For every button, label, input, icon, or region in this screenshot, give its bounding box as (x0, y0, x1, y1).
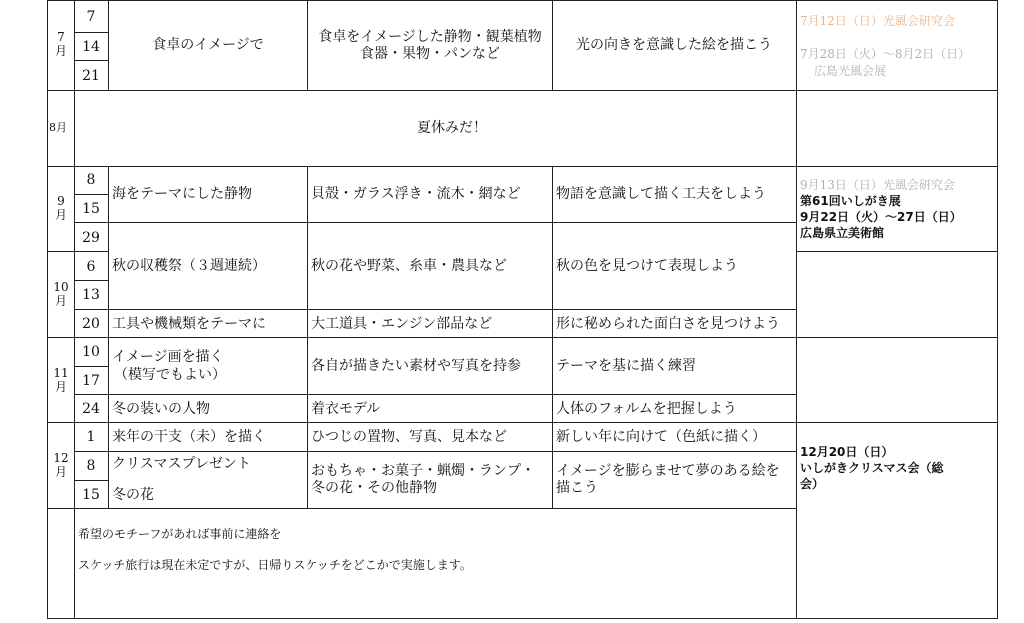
event-text: いしがきクリスマス会（総 (800, 461, 944, 475)
grid-line (74, 480, 108, 481)
grid-line (47, 90, 998, 91)
day-number: 21 (82, 68, 100, 84)
month-label-august: 8月 (49, 121, 67, 134)
theme-cell: （模写でもよい） (114, 367, 226, 383)
grid-line (74, 366, 108, 367)
month-label-november: 11 月 (53, 366, 69, 394)
event-text: 広島光風会展 (814, 64, 887, 78)
grid-line (74, 32, 108, 33)
day-number: 15 (82, 201, 100, 217)
motif-cell: 大工道具・エンジン部品など (311, 316, 493, 332)
day-number: 15 (82, 487, 100, 503)
grid-line (47, 0, 48, 619)
grid-line (47, 0, 998, 1)
event-text: 7月28日（火）～8月2日（日） (800, 47, 971, 61)
goal-cell: 物語を意識して描く工夫をしよう (556, 186, 766, 202)
theme-cell: 冬の装いの人物 (112, 401, 210, 417)
motif-cell: 食卓をイメージした静物・観葉植物 (318, 29, 542, 45)
day-number: 20 (82, 316, 100, 332)
theme-cell: クリスマスプレゼント (112, 456, 251, 472)
goal-cell: イメージを膨らませて夢のある絵を (556, 463, 780, 479)
theme-cell: 海をテーマにした静物 (112, 186, 252, 202)
summer-break-note: 夏休みだ！ (417, 120, 487, 136)
theme-cell: 工具や機械類をテーマに (112, 316, 266, 332)
event-text: 第61回いしがき展 (800, 194, 901, 208)
grid-line (74, 222, 797, 223)
month-label-july: 7 月 (54, 30, 67, 58)
motif-cell: 食器・果物・パンなど (360, 46, 500, 62)
grid-line (74, 394, 797, 395)
grid-line (74, 194, 108, 195)
grid-line (74, 309, 797, 310)
day-number: 29 (82, 230, 100, 246)
motif-cell: 着衣モデル (311, 401, 381, 417)
grid-line (47, 508, 797, 509)
goal-cell: 光の向きを意識した絵を描こう (576, 37, 772, 53)
event-text: 9月22日（火）～27日（日） (800, 210, 962, 224)
theme-cell: 来年の干支（未）を描く (112, 429, 266, 445)
motif-cell: 秋の花や野菜、糸車・農具など (311, 258, 507, 274)
month-label-september: 9 月 (54, 194, 67, 222)
goal-cell: 秋の色を見つけて表現しよう (556, 258, 738, 274)
day-number: 24 (82, 401, 100, 417)
day-number: 8 (86, 172, 96, 188)
goal-cell: 人体のフォルムを把握しよう (556, 401, 737, 417)
event-text: 7月12日（日）光風会研究会 (800, 14, 955, 28)
grid-line (552, 0, 553, 90)
event-text: 9月13日（日）光風会研究会 (800, 178, 955, 192)
grid-line (74, 451, 797, 452)
grid-line (47, 251, 108, 252)
grid-line (307, 0, 308, 90)
day-number: 10 (82, 344, 100, 360)
day-number: 7 (86, 9, 96, 25)
goal-cell: 描こう (556, 480, 598, 496)
day-number: 1 (86, 429, 96, 445)
motif-cell: 冬の花・その他静物 (311, 480, 437, 496)
theme-cell: 秋の収穫祭（３週連続） (112, 258, 266, 274)
theme-cell: 冬の花 (112, 487, 154, 503)
day-number: 14 (82, 39, 100, 55)
grid-line (47, 422, 998, 423)
grid-line (74, 280, 108, 281)
grid-line (47, 166, 998, 167)
event-text: 12月20日（日） (800, 445, 894, 459)
motif-cell: ひつじの置物、写真、見本など (311, 429, 507, 445)
grid-line (796, 251, 998, 252)
theme-cell: イメージ画を描く (112, 349, 224, 365)
motif-cell: おもちゃ・お菓子・蝋燭・ランプ・ (311, 463, 535, 479)
month-label-october: 10 月 (53, 280, 69, 308)
theme-cell: 食卓のイメージで (152, 37, 264, 53)
grid-line (997, 0, 998, 619)
grid-line (47, 337, 998, 338)
event-text: 広島県立美術館 (800, 226, 885, 240)
motif-cell: 貝殻・ガラス浮き・流木・網など (311, 186, 521, 202)
month-label-december: 12 月 (53, 451, 69, 479)
day-number: 6 (86, 259, 96, 275)
grid-line (74, 60, 108, 61)
grid-line (47, 618, 998, 619)
grid-line (108, 0, 109, 90)
goal-cell: テーマを基に描く練習 (556, 358, 696, 374)
day-number: 8 (86, 458, 96, 474)
footer-note: スケッチ旅行は現在未定ですが、日帰りスケッチをどこかで実施します。 (78, 558, 472, 572)
event-text: 会） (800, 477, 825, 491)
goal-cell: 形に秘められた面白さを見つけよう (556, 316, 780, 332)
day-number: 17 (82, 373, 100, 389)
footer-note: 希望のモチーフがあれば事前に連絡を (78, 527, 282, 541)
goal-cell: 新しい年に向けて（色紙に描く） (556, 429, 766, 445)
day-number: 13 (82, 287, 100, 303)
motif-cell: 各自が描きたい素材や写真を持参 (311, 358, 521, 374)
